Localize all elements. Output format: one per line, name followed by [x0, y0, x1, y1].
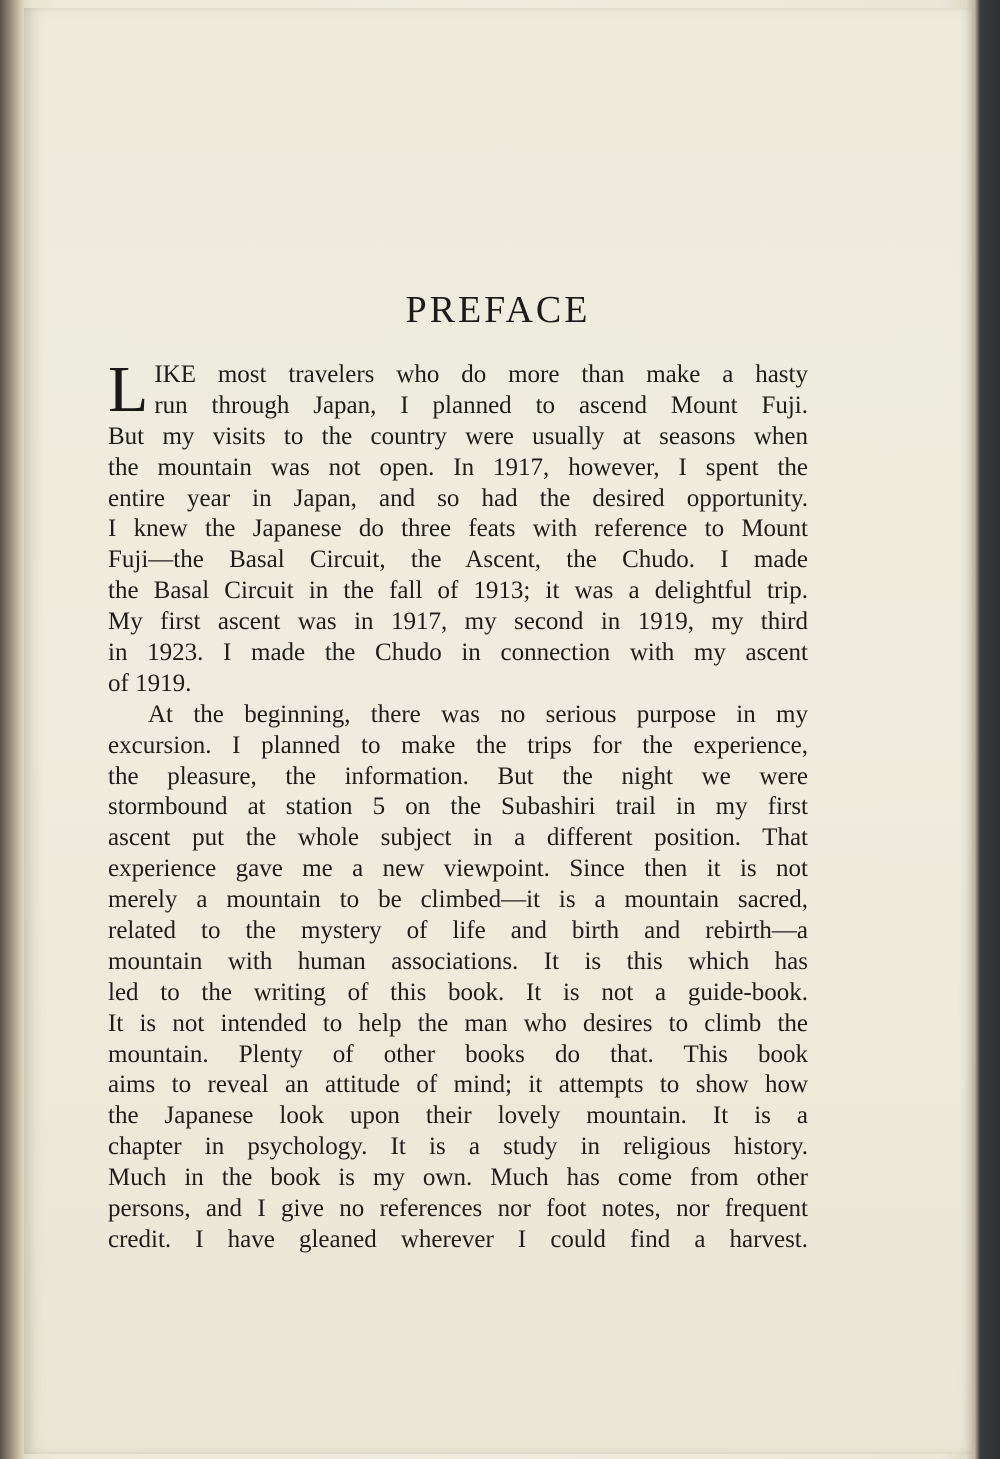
text-line: run through Japan, I planned to ascend Mount Fuji.: [154, 391, 808, 419]
paragraph-2: [108, 700, 808, 1256]
text-line: credit. I have gleaned wherever I could find a harvest.: [108, 1225, 808, 1253]
book-page: [24, 8, 972, 1454]
text-line: experience gave me a new viewpoint. Since then it is not: [108, 855, 808, 883]
text-line: But my visits to the country were usually at seasons when: [108, 422, 808, 450]
text-line: ascent put the whole subject in a different position. That: [108, 824, 808, 852]
drop-cap: L: [108, 353, 149, 426]
text-line: My first ascent was in 1917, my second in 1919, my third: [108, 608, 808, 636]
text-line: merely a mountain to be climbed—it is a mountain sacred,: [108, 886, 808, 914]
text-line: At the beginning, there was no serious purpose in my: [148, 700, 808, 728]
text-line: mountain. Plenty of other books do that. This book: [108, 1040, 808, 1068]
text-line: chapter in psychology. It is a study in religious history.: [108, 1133, 808, 1161]
body-text: [108, 353, 808, 1256]
text-line: of 1919.: [108, 669, 192, 697]
text-line: the Basal Circuit in the fall of 1913; it was a delightful trip.: [108, 577, 808, 605]
text-line: Fuji—the Basal Circuit, the Ascent, the Chudo. I made: [108, 546, 808, 574]
text-line: the pleasure, the information. But the night we were: [108, 762, 808, 790]
text-line: the mountain was not open. In 1917, however, I spent the: [108, 453, 808, 481]
text-line: Much in the book is my own. Much has come from other: [108, 1164, 808, 1192]
text-line: aims to reveal an attitude of mind; it attempts to show how: [108, 1071, 808, 1099]
text-line: IKE most travelers who do more than make a hasty: [154, 361, 808, 388]
text-line: in 1923. I made the Chudo in connection with my ascent: [108, 639, 808, 667]
text-line: related to the mystery of life and birth and rebirth—a: [108, 917, 808, 945]
text-line: It is not intended to help the man who desires to climb the: [108, 1009, 808, 1037]
text-line: mountain with human associations. It is this which has: [108, 947, 808, 975]
text-line: stormbound at station 5 on the Subashiri trail in my first: [108, 793, 808, 821]
text-line: I knew the Japanese do three feats with reference to Mount: [108, 515, 808, 543]
text-line: the Japanese look upon their lovely mountain. It is a: [108, 1102, 808, 1130]
page-title: PREFACE: [405, 289, 591, 331]
text-line: led to the writing of this book. It is not a guide-book.: [108, 978, 808, 1006]
paragraph-1: [108, 353, 808, 700]
text-line: entire year in Japan, and so had the desired opportunity.: [108, 484, 808, 512]
text-line: excursion. I planned to make the trips for the experience,: [108, 731, 808, 759]
text-line: persons, and I give no references nor foot notes, nor frequent: [108, 1195, 808, 1223]
